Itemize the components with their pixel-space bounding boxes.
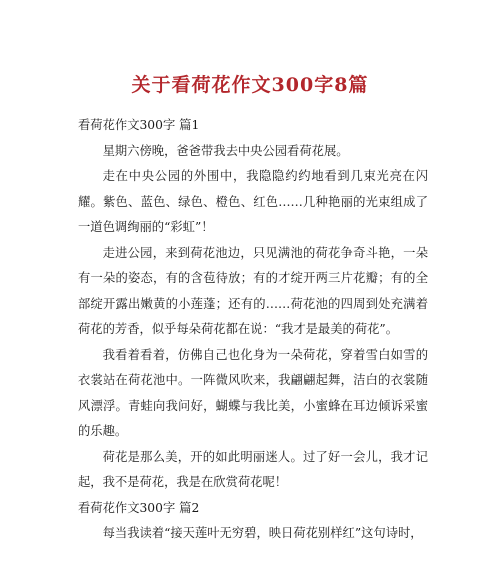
paragraph: 走在中央公园的外围中，我隐隐约约地看到几束光亮在闪耀。紫色、蓝色、绿色、橙色、红色……几种艳丽的光束组成了一道色调绚丽的“彩虹”！ <box>78 169 428 234</box>
paragraph: 每当我读着“接天莲叶无穷碧，映日荷花别样红”这句诗时， <box>102 526 423 540</box>
section-heading-2: 看荷花作文300字 篇2 <box>78 500 200 515</box>
paragraph: 我看着看着，仿佛自己也化身为一朵荷花，穿着雪白如雪的衣裳站在荷花池中。一阵微风吹来，我翩翩起舞，洁白的衣裳随风漂浮。青蛙向我问好，蝴蝶与我比美，小蜜蜂在耳边倾诉采蜜的乐趣。 <box>78 347 428 438</box>
document-body <box>78 113 428 547</box>
paragraph: 荷花是那么美，开的如此明丽迷人。过了好一会儿，我才记起，我不是荷花，我是在欣赏荷花呢！ <box>78 449 428 489</box>
section-heading-1: 看荷花作文300字 篇1 <box>78 118 200 132</box>
paragraph: 走进公园，来到荷花池边，只见满池的荷花争奇斗艳，一朵有一朵的姿态，有的含苞待放；有的才绽开两三片花瓣；有的全部绽开露出嫩黄的小莲蓬；还有的……荷花池的四周到处充满着荷花的芳香，似乎每朵荷花都在说：“我才是最美的荷花”。 <box>78 245 428 336</box>
paragraph: 星期六傍晚，爸爸带我去中央公园看荷花展。 <box>102 143 349 158</box>
document-title: 关于看荷花作文300字8篇 <box>131 74 369 96</box>
